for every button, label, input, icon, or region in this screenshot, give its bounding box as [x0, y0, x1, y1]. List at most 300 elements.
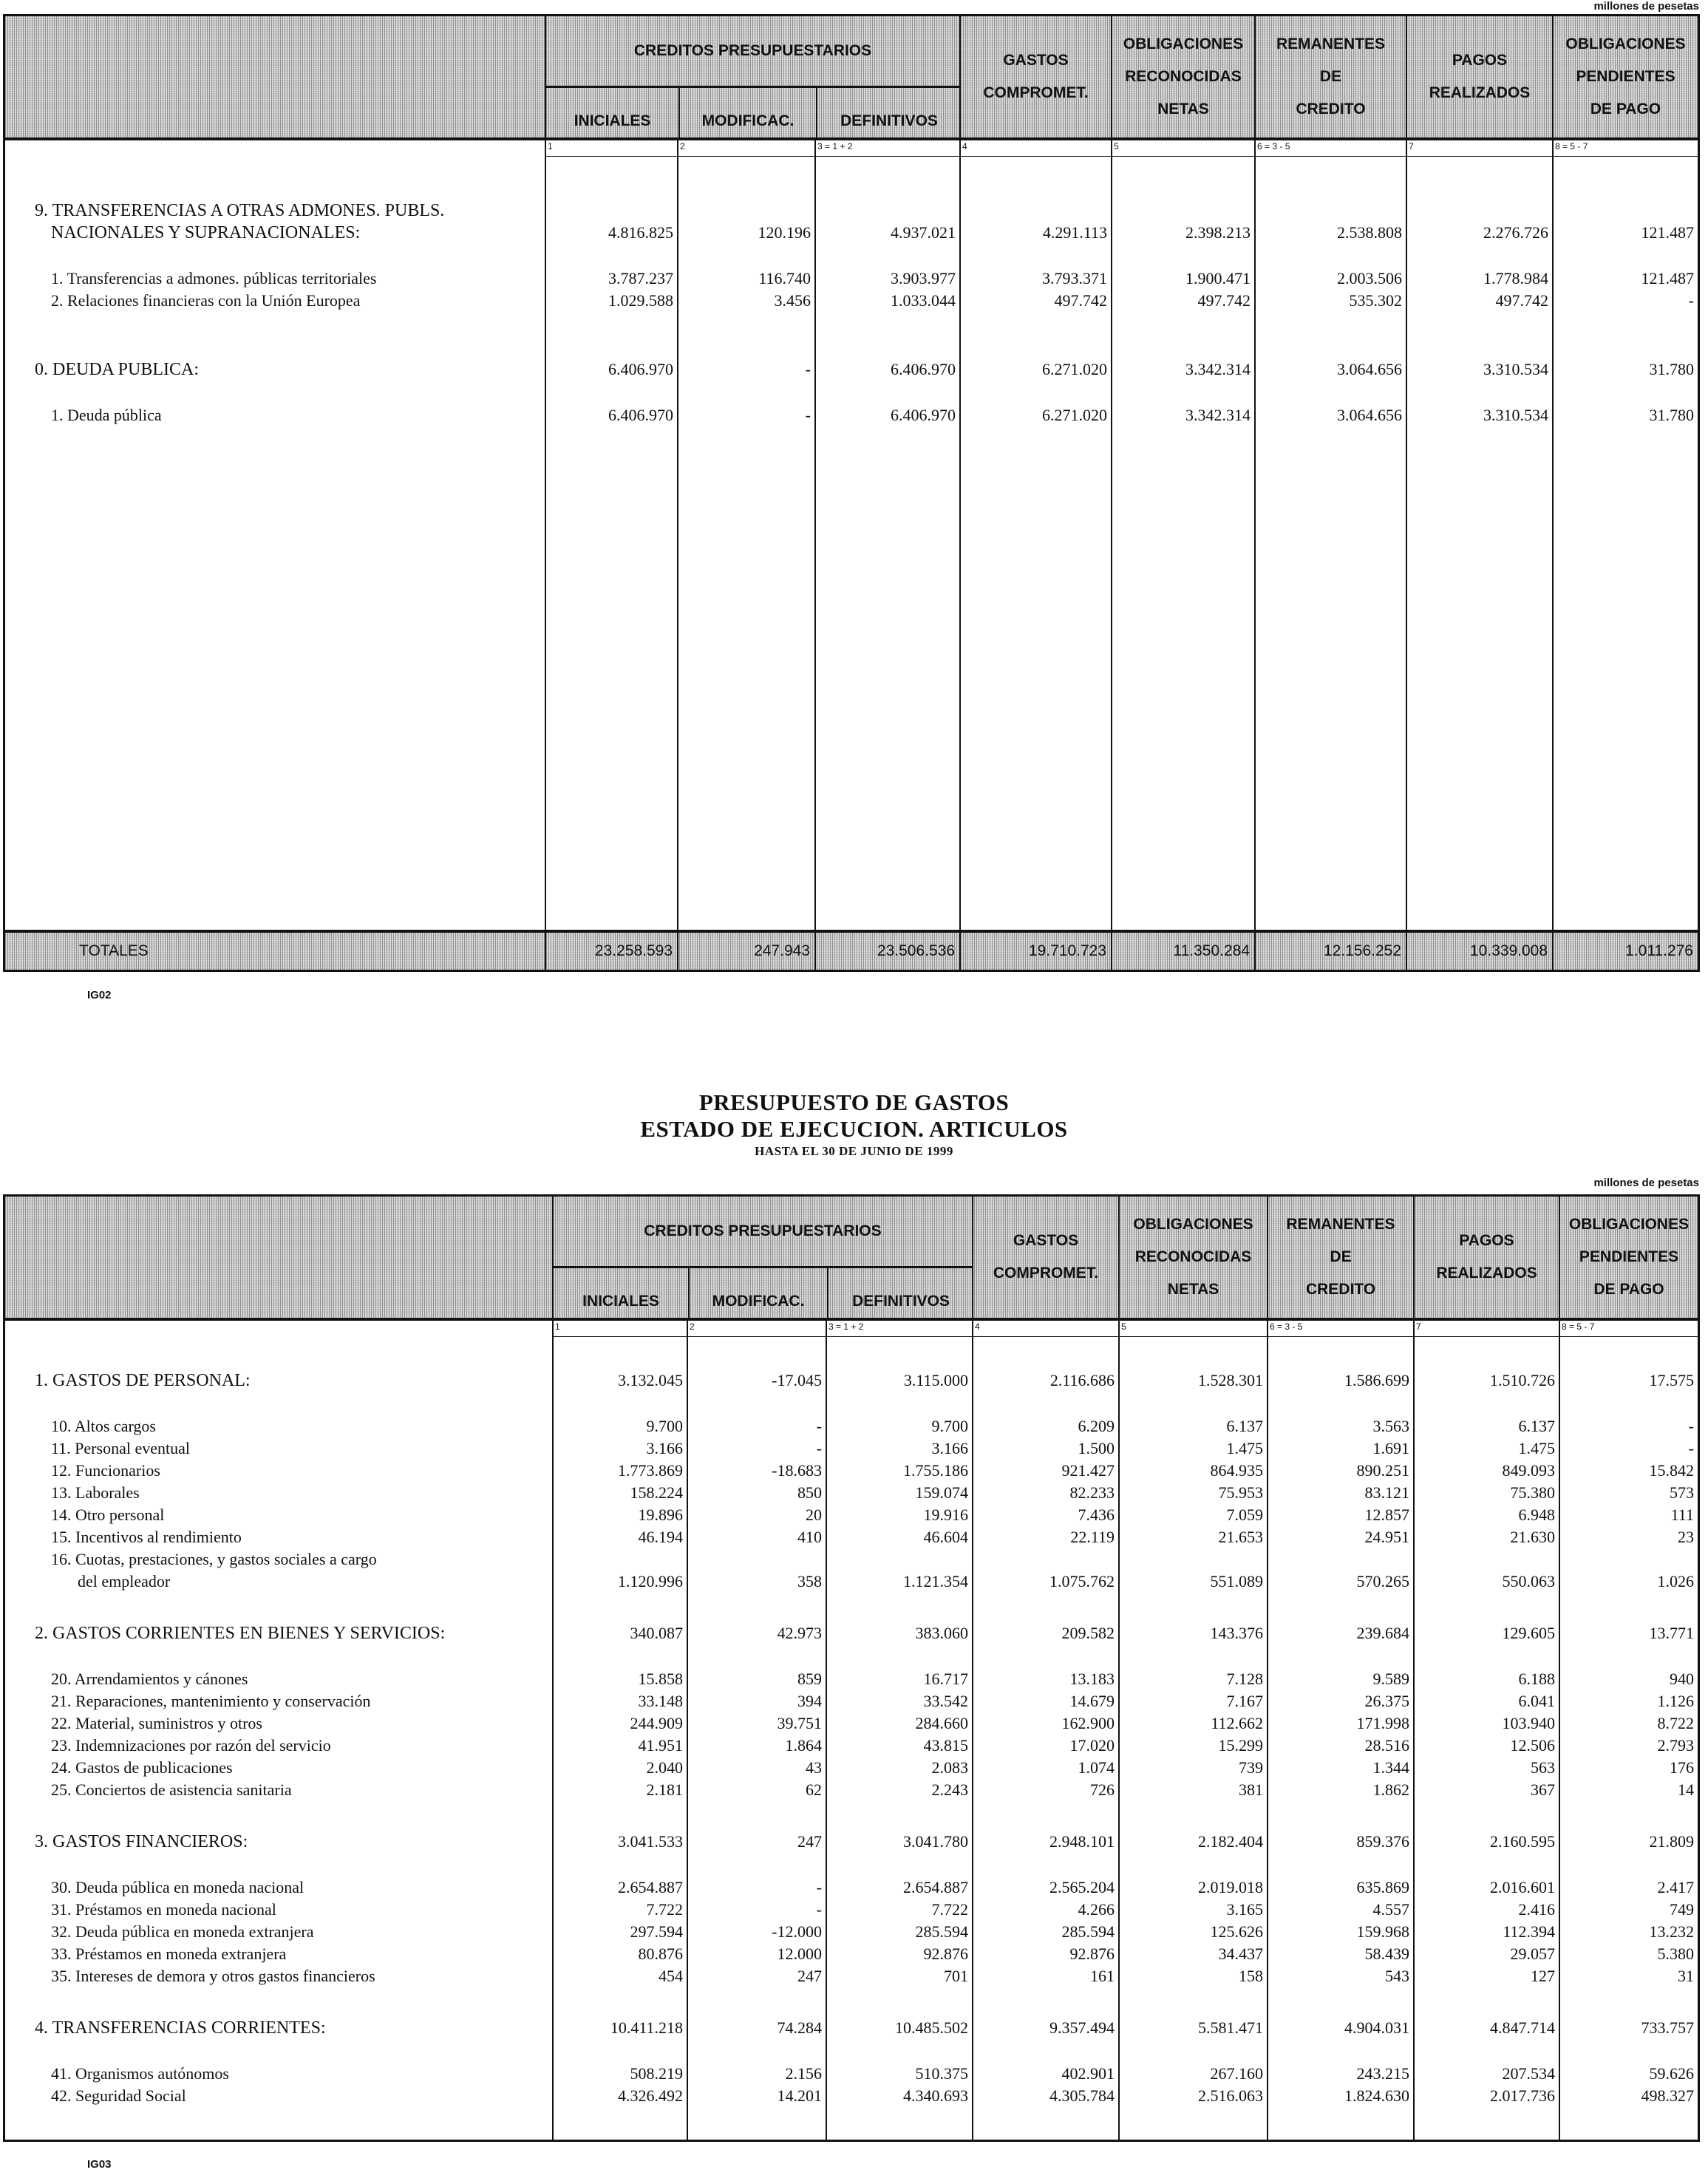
- article-row: [5, 1877, 1698, 1899]
- header-iniciales: INICIALES: [574, 112, 651, 129]
- row-label: [5, 290, 545, 312]
- cell-value-col6: 1.344: [1372, 1758, 1409, 1777]
- column-number: 4: [959, 140, 1111, 157]
- chapter-row: [5, 1831, 1698, 1853]
- article-row: [5, 2085, 1698, 2107]
- cell-value-col6: 9.589: [1372, 1670, 1409, 1688]
- cell-value-col5: 739: [1239, 1758, 1263, 1777]
- cell-value-col2: 410: [797, 1528, 822, 1546]
- row-label-line: NACIONALES Y SUPRANACIONALES:: [51, 223, 361, 242]
- row-label: [5, 1437, 552, 1460]
- header-creditos-subcolumns: [546, 88, 959, 137]
- cell-value-col7: 6.948: [1518, 1505, 1555, 1524]
- totals-value-col4: 19.710.723: [959, 933, 1111, 970]
- header-column-8: [1552, 16, 1698, 137]
- header-creditos-group: [545, 16, 959, 137]
- column-number: 3 = 1 + 2: [826, 1321, 972, 1337]
- cell-value-col1: 454: [659, 1967, 683, 1985]
- row-label: [5, 2085, 552, 2107]
- header-modificac: MODIFICAC.: [688, 1268, 827, 1318]
- cell-value-col5: 2.182.404: [1198, 1832, 1263, 1851]
- row-label: [5, 2017, 552, 2039]
- row-label-line: 35. Intereses de demora y otros gastos financieros: [51, 1967, 375, 1985]
- cell-value-col4: 14.679: [1069, 1692, 1115, 1710]
- cell-value-col1: 19.896: [638, 1505, 683, 1524]
- header-column-7: [1413, 1197, 1559, 1318]
- cell-value-col3: 4.937.021: [891, 223, 956, 242]
- cell-value-col6: 28.516: [1364, 1736, 1409, 1755]
- cell-value-col1: 1.120.996: [618, 1572, 683, 1590]
- row-label: [5, 268, 545, 290]
- cell-value-col2: -12.000: [772, 1922, 822, 1941]
- cell-value-col3: 3.115.000: [903, 1371, 968, 1389]
- report-title: PRESUPUESTO DE GASTOS: [698, 1089, 1010, 1115]
- row-label-line: 21. Reparaciones, mantenimiento y conservación: [51, 1692, 371, 1710]
- cell-value-col3: 3.903.977: [891, 269, 956, 287]
- header-text-line: PAGOS: [1452, 52, 1508, 69]
- row-label: [5, 1757, 552, 1779]
- row-label-line: 1. Deuda pública: [51, 406, 162, 424]
- cell-value-col4: 1.500: [1078, 1439, 1115, 1457]
- cell-value-col2: -: [816, 1878, 822, 1896]
- cell-value-col7: 1.475: [1518, 1439, 1555, 1457]
- cell-value-col6: 3.064.656: [1337, 406, 1402, 424]
- cell-value-col8: 176: [1670, 1758, 1694, 1777]
- cell-value-col6: 58.439: [1364, 1944, 1409, 1963]
- column-number: 4: [972, 1321, 1118, 1337]
- header-text-line: REALIZADOS: [1429, 84, 1531, 101]
- row-label-line: 4. TRANSFERENCIAS CORRIENTES:: [35, 2018, 326, 2038]
- column-number-blank: [5, 1321, 552, 1337]
- row-label-line: 20. Arrendamientos y cánones: [51, 1670, 248, 1688]
- header-text-line: DE PAGO: [1593, 1281, 1664, 1298]
- cell-value-col4: 6.271.020: [1042, 406, 1107, 424]
- cell-value-col2: 358: [797, 1572, 822, 1590]
- cell-value-col1: 7.722: [646, 1900, 683, 1919]
- row-label: [5, 1548, 552, 1593]
- cell-value-col5: 1.475: [1226, 1439, 1263, 1457]
- cell-value-col5: 143.376: [1210, 1624, 1263, 1642]
- cell-value-col7: 2.017.736: [1490, 2086, 1555, 2105]
- cell-value-col1: 9.700: [646, 1417, 683, 1435]
- article-row: [5, 1921, 1698, 1943]
- cell-value-col6: 535.302: [1349, 291, 1402, 310]
- cell-value-col8: 31.780: [1649, 406, 1694, 424]
- cell-value-col7: 4.847.714: [1490, 2018, 1555, 2037]
- article-row: [5, 1526, 1698, 1548]
- header-text-line: OBLIGACIONES: [1568, 1216, 1690, 1233]
- cell-value-col4: 22.119: [1070, 1528, 1115, 1546]
- table-rows: [5, 1337, 1698, 2107]
- cell-value-col1: 2.654.887: [618, 1878, 683, 1896]
- header-column-6: [1267, 1197, 1413, 1318]
- header-text-line: COMPROMET.: [983, 84, 1089, 101]
- header-modificac: MODIFICAC.: [678, 88, 816, 137]
- row-label-line: del empleador: [78, 1572, 171, 1590]
- cell-value-col2: 247: [797, 1967, 822, 1985]
- cell-value-col1: 46.194: [638, 1528, 683, 1546]
- cell-value-col7: 2.016.601: [1490, 1878, 1555, 1896]
- article-row: [5, 1668, 1698, 1690]
- row-label-line: 41. Organismos autónomos: [51, 2064, 229, 2083]
- row-label-line: 1. Transferencias a admones. públicas territoriales: [51, 269, 377, 287]
- cell-value-col5: 6.137: [1226, 1417, 1263, 1435]
- column-number: 8 = 5 - 7: [1552, 140, 1698, 157]
- cell-value-col3: 6.406.970: [891, 406, 956, 424]
- article-row: [5, 1712, 1698, 1735]
- cell-value-col3: 9.700: [931, 1417, 968, 1435]
- header-text-line: COMPROMET.: [993, 1265, 1099, 1282]
- header-creditos-subcolumns: [554, 1268, 972, 1318]
- chapter-row: [5, 1622, 1698, 1644]
- row-label: [5, 1779, 552, 1801]
- cell-value-col3: 2.083: [931, 1758, 968, 1777]
- cell-value-col3: 2.654.887: [903, 1878, 968, 1896]
- cell-value-col1: 6.406.970: [608, 406, 673, 424]
- row-label-line: 23. Indemnizaciones por razón del servicio: [51, 1736, 331, 1755]
- column-number: 1: [552, 1321, 687, 1337]
- cell-value-col8: 2.793: [1657, 1736, 1694, 1755]
- cell-value-col2: 14.201: [777, 2086, 822, 2105]
- cell-value-col6: 570.265: [1356, 1572, 1409, 1590]
- article-row: [5, 1482, 1698, 1504]
- cell-value-col1: 1.029.588: [608, 291, 673, 310]
- cell-value-col1: 508.219: [630, 2064, 683, 2083]
- cell-value-col7: 6.188: [1518, 1670, 1555, 1688]
- header-text-line: OBLIGACIONES: [1133, 1216, 1253, 1233]
- cell-value-col7: 103.940: [1502, 1714, 1555, 1732]
- article-row: [5, 1548, 1698, 1593]
- cell-value-col7: 29.057: [1510, 1944, 1555, 1963]
- cell-value-col1: 3.041.533: [618, 1832, 683, 1851]
- column-number-row: [5, 140, 1698, 157]
- header-column-5: [1118, 1197, 1267, 1318]
- chapter-row: [5, 1369, 1698, 1392]
- cell-value-col4: 9.357.494: [1049, 2018, 1115, 2037]
- cell-value-col4: 162.900: [1061, 1714, 1115, 1732]
- row-label-line: 24. Gastos de publicaciones: [51, 1758, 233, 1777]
- header-column-4: [972, 1197, 1118, 1318]
- cell-value-col6: 83.121: [1364, 1483, 1409, 1502]
- cell-value-col5: 34.437: [1218, 1944, 1263, 1963]
- header-blank: [5, 16, 545, 137]
- row-label: [5, 1369, 552, 1392]
- cell-value-col1: 41.951: [638, 1736, 683, 1755]
- cell-value-col1: 4.816.825: [608, 223, 673, 242]
- header-text-line: REMANENTES: [1276, 35, 1385, 52]
- cell-value-col8: -: [1688, 1417, 1694, 1435]
- cell-value-col7: 129.605: [1502, 1624, 1555, 1642]
- column-number: 7: [1406, 140, 1552, 157]
- cell-value-col7: 3.310.534: [1483, 406, 1548, 424]
- totals-value-col5: 11.350.284: [1111, 933, 1254, 970]
- cell-value-col1: 1.773.869: [618, 1461, 683, 1480]
- cell-value-col6: 859.376: [1356, 1832, 1409, 1851]
- row-label-line: 14. Otro personal: [51, 1505, 165, 1524]
- row-label: [5, 1943, 552, 1965]
- cell-value-col6: 2.003.506: [1337, 269, 1402, 287]
- cell-value-col6: 2.538.808: [1337, 223, 1402, 242]
- cell-value-col6: 635.869: [1356, 1878, 1409, 1896]
- cell-value-col5: 2.398.213: [1185, 223, 1251, 242]
- row-label-line: 10. Altos cargos: [51, 1417, 156, 1435]
- cell-value-col7: 75.380: [1510, 1483, 1555, 1502]
- cell-value-col4: 4.266: [1078, 1900, 1115, 1919]
- cell-value-col4: 161: [1090, 1967, 1115, 1985]
- cell-value-col7: 849.093: [1502, 1461, 1555, 1480]
- header-text-line: PAGOS: [1459, 1232, 1514, 1249]
- cell-value-col3: 159.074: [915, 1483, 968, 1502]
- header-text-line: DE: [1319, 68, 1342, 85]
- cell-value-col3: 284.660: [915, 1714, 968, 1732]
- column-number: 3 = 1 + 2: [814, 140, 959, 157]
- cell-value-col6: 543: [1385, 1967, 1409, 1985]
- row-label: [5, 1921, 552, 1943]
- cell-value-col8: 23: [1678, 1528, 1694, 1546]
- cell-value-col7: 2.416: [1518, 1900, 1555, 1919]
- cell-value-col2: 120.196: [758, 223, 811, 242]
- cell-value-col1: 33.148: [638, 1692, 683, 1710]
- cell-value-col4: 4.305.784: [1049, 2086, 1115, 2105]
- article-row: [5, 1437, 1698, 1460]
- cell-value-col1: 2.181: [646, 1780, 683, 1799]
- cell-value-col1: 158.224: [630, 1483, 683, 1502]
- cell-value-col4: 1.074: [1078, 1758, 1115, 1777]
- cell-value-col3: 4.340.693: [903, 2086, 968, 2105]
- table-header: [5, 1197, 1698, 1321]
- article-row: [5, 1690, 1698, 1712]
- header-text-line: NETAS: [1167, 1281, 1219, 1298]
- cell-value-col8: 733.757: [1641, 2018, 1694, 2037]
- cell-value-col4: 921.427: [1061, 1461, 1115, 1480]
- row-label: [5, 2063, 552, 2085]
- cell-value-col8: 8.722: [1657, 1714, 1694, 1732]
- table-header: [5, 16, 1698, 140]
- row-label-line: 3. GASTOS FINANCIEROS:: [35, 1832, 248, 1851]
- header-text-line: CREDITO: [1296, 101, 1366, 118]
- article-row: [5, 1460, 1698, 1482]
- row-label-line: 9. TRANSFERENCIAS A OTRAS ADMONES. PUBLS.: [35, 201, 445, 220]
- report-date: HASTA EL 30 DE JUNIO DE 1999: [755, 1144, 953, 1158]
- cell-value-col8: 2.417: [1657, 1878, 1694, 1896]
- row-label: [5, 404, 545, 426]
- cell-value-col7: 1.778.984: [1483, 269, 1548, 287]
- cell-value-col1: 4.326.492: [618, 2086, 683, 2105]
- column-number-blank: [5, 140, 545, 157]
- row-label-line: 30. Deuda pública en moneda nacional: [51, 1878, 304, 1896]
- row-label-line: 32. Deuda pública en moneda extranjera: [51, 1922, 314, 1941]
- article-row: [5, 404, 1698, 426]
- cell-value-col8: 121.487: [1641, 269, 1694, 287]
- cell-value-col3: 7.722: [931, 1900, 968, 1919]
- cell-value-col8: 1.026: [1657, 1572, 1694, 1590]
- unit-label: millones de pesetas: [1593, 0, 1699, 13]
- cell-value-col5: 1.528.301: [1198, 1371, 1263, 1389]
- cell-value-col6: 1.824.630: [1344, 2086, 1409, 2105]
- cell-value-col8: 15.842: [1649, 1461, 1694, 1480]
- cell-value-col6: 1.691: [1372, 1439, 1409, 1457]
- cell-value-col7: 367: [1531, 1780, 1555, 1799]
- cell-value-col4: 2.565.204: [1049, 1878, 1115, 1896]
- cell-value-col1: 3.787.237: [608, 269, 673, 287]
- cell-value-col8: 5.380: [1657, 1944, 1694, 1963]
- row-label-line: 16. Cuotas, prestaciones, y gastos sociales a cargo: [51, 1550, 377, 1568]
- cell-value-col2: 850: [797, 1483, 822, 1502]
- cell-value-col5: 551.089: [1210, 1572, 1263, 1590]
- cell-value-col1: 3.132.045: [618, 1371, 683, 1389]
- cell-value-col1: 2.040: [646, 1758, 683, 1777]
- cell-value-col4: 17.020: [1069, 1736, 1115, 1755]
- cell-value-col6: 159.968: [1356, 1922, 1409, 1941]
- column-number: 8 = 5 - 7: [1559, 1321, 1698, 1337]
- header-column-7: [1406, 16, 1552, 137]
- cell-value-col2: 247: [797, 1832, 822, 1851]
- article-row: [5, 290, 1698, 312]
- cell-value-col8: 17.575: [1649, 1371, 1694, 1389]
- cell-value-col8: 498.327: [1641, 2086, 1694, 2105]
- cell-value-col7: 1.510.726: [1490, 1371, 1555, 1389]
- cell-value-col7: 563: [1531, 1758, 1555, 1777]
- row-label: [5, 1482, 552, 1504]
- cell-value-col5: 267.160: [1210, 2064, 1263, 2083]
- totals-value-col8: 1.011.276: [1552, 933, 1698, 970]
- cell-value-col4: 92.876: [1069, 1944, 1115, 1963]
- article-row: [5, 1757, 1698, 1779]
- cell-value-col8: 59.626: [1649, 2064, 1694, 2083]
- column-number: 6 = 3 - 5: [1254, 140, 1406, 157]
- cell-value-col3: 46.604: [923, 1528, 968, 1546]
- header-text-line: CREDITO: [1305, 1281, 1376, 1298]
- cell-value-col1: 244.909: [630, 1714, 683, 1732]
- cell-value-col1: 80.876: [638, 1944, 683, 1963]
- header-text-line: RECONOCIDAS: [1134, 1248, 1252, 1265]
- cell-value-col8: -: [1688, 291, 1694, 310]
- cell-value-col1: 297.594: [630, 1922, 683, 1941]
- cell-value-col7: 207.534: [1502, 2064, 1555, 2083]
- cell-value-col5: 381: [1239, 1780, 1263, 1799]
- cell-value-col3: 510.375: [915, 2064, 968, 2083]
- cell-value-col4: 209.582: [1061, 1624, 1115, 1642]
- table-body: [5, 140, 1698, 930]
- cell-value-col6: 1.586.699: [1344, 1371, 1409, 1389]
- row-label: [5, 1622, 552, 1644]
- cell-value-col2: -: [816, 1900, 822, 1919]
- totals-value-col1: 23.258.593: [545, 933, 677, 970]
- row-label: [5, 1877, 552, 1899]
- cell-value-col3: 1.033.044: [891, 291, 956, 310]
- cell-value-col3: 3.041.780: [903, 1832, 968, 1851]
- cell-value-col6: 171.998: [1356, 1714, 1409, 1732]
- page-code: IG02: [87, 989, 112, 1001]
- header-creditos-presupuestarios: CREDITOS PRESUPUESTARIOS: [546, 16, 959, 88]
- row-label-line: 31. Préstamos en moneda nacional: [51, 1900, 276, 1919]
- cell-value-col5: 7.167: [1226, 1692, 1263, 1710]
- cell-value-col4: 6.209: [1078, 1417, 1115, 1435]
- cell-value-col8: 14: [1678, 1780, 1694, 1799]
- table-rows: [5, 157, 1698, 426]
- row-label: [5, 1415, 552, 1437]
- cell-value-col3: 10.485.502: [895, 2018, 968, 2037]
- article-row: [5, 2063, 1698, 2085]
- cell-value-col2: -: [805, 406, 811, 424]
- article-row: [5, 1415, 1698, 1437]
- cell-value-col3: 92.876: [923, 1944, 968, 1963]
- cell-value-col2: 859: [797, 1670, 822, 1688]
- totals-value-col3: 23.506.536: [814, 933, 959, 970]
- cell-value-col4: 2.116.686: [1049, 1371, 1115, 1389]
- article-row: [5, 1965, 1698, 1987]
- cell-value-col6: 4.904.031: [1344, 2018, 1409, 2037]
- header-text-line: DE PAGO: [1590, 101, 1661, 118]
- cell-value-col2: -18.683: [772, 1461, 822, 1480]
- cell-value-col5: 1.900.471: [1185, 269, 1251, 287]
- cell-value-col7: 6.041: [1518, 1692, 1555, 1710]
- budget-table-transfers-debt: [3, 14, 1700, 972]
- unit-label: millones de pesetas: [1593, 1177, 1699, 1189]
- cell-value-col5: 864.935: [1210, 1461, 1263, 1480]
- cell-value-col7: 3.310.534: [1483, 360, 1548, 378]
- row-label-line: 2. GASTOS CORRIENTES EN BIENES Y SERVICIOS:: [35, 1624, 446, 1643]
- cell-value-col5: 15.299: [1218, 1736, 1263, 1755]
- cell-value-col6: 1.862: [1372, 1780, 1409, 1799]
- header-creditos-group: [552, 1197, 972, 1318]
- totals-value-col7: 10.339.008: [1406, 933, 1552, 970]
- cell-value-col5: 2.516.063: [1198, 2086, 1263, 2105]
- cell-value-col4: 497.742: [1054, 291, 1107, 310]
- article-row: [5, 1899, 1698, 1921]
- cell-value-col2: -: [816, 1439, 822, 1457]
- cell-value-col7: 2.276.726: [1483, 223, 1548, 242]
- cell-value-col4: 2.948.101: [1049, 1832, 1115, 1851]
- cell-value-col4: 3.793.371: [1042, 269, 1107, 287]
- column-number: 5: [1118, 1321, 1267, 1337]
- row-label: [5, 1690, 552, 1712]
- header-column-5: [1111, 16, 1254, 137]
- header-text-line: REMANENTES: [1286, 1216, 1395, 1233]
- row-label: [5, 358, 545, 381]
- cell-value-col2: 394: [797, 1692, 822, 1710]
- row-label-line: 13. Laborales: [51, 1483, 140, 1502]
- article-row: [5, 1779, 1698, 1801]
- header-text-line: OBLIGACIONES: [1123, 35, 1244, 52]
- header-text-line: RECONOCIDAS: [1125, 68, 1242, 85]
- cell-value-col4: 13.183: [1069, 1670, 1115, 1688]
- column-number: 7: [1413, 1321, 1559, 1337]
- cell-value-col2: -17.045: [772, 1371, 822, 1389]
- cell-value-col4: 4.291.113: [1042, 223, 1107, 242]
- row-label: [5, 1712, 552, 1735]
- row-label: [5, 1831, 552, 1853]
- cell-value-col1: 6.406.970: [608, 360, 673, 378]
- cell-value-col6: 3.563: [1372, 1417, 1409, 1435]
- header-column-4: [959, 16, 1111, 137]
- cell-value-col2: 43: [806, 1758, 822, 1777]
- article-row: [5, 1943, 1698, 1965]
- cell-value-col8: 940: [1670, 1670, 1694, 1688]
- column-number: 2: [677, 140, 814, 157]
- row-label: [5, 1526, 552, 1548]
- row-label-line: 2. Relaciones financieras con la Unión Europea: [51, 291, 361, 310]
- totals-row: [5, 930, 1698, 970]
- chapter-row: [5, 2017, 1698, 2039]
- cell-value-col5: 7.128: [1226, 1670, 1263, 1688]
- cell-value-col8: 31: [1678, 1967, 1694, 1985]
- cell-value-col2: 39.751: [777, 1714, 822, 1732]
- row-label: [5, 1460, 552, 1482]
- cell-value-col3: 383.060: [915, 1624, 968, 1642]
- row-label-line: 15. Incentivos al rendimiento: [51, 1528, 242, 1546]
- cell-value-col8: 1.126: [1657, 1692, 1694, 1710]
